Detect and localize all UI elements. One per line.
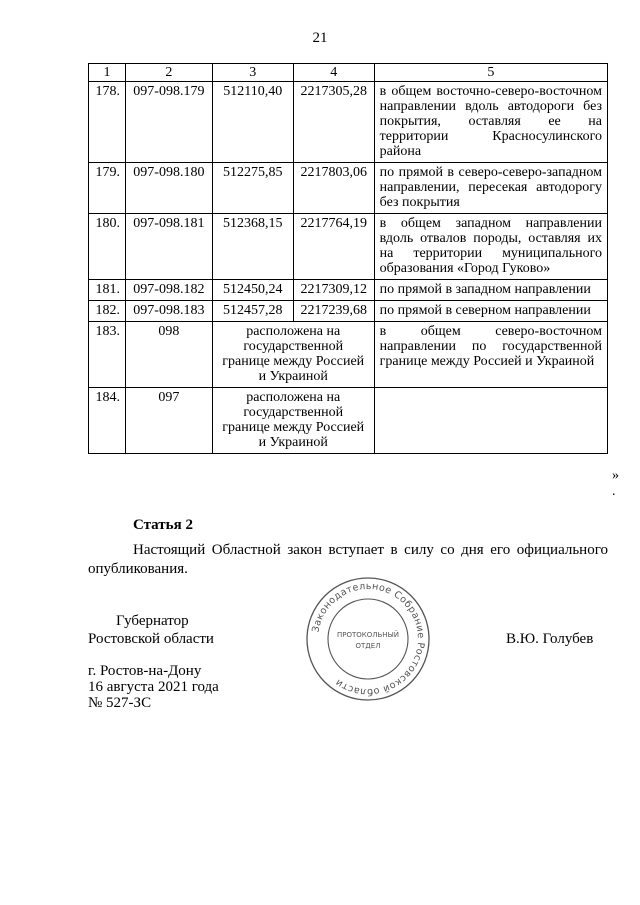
coord-x: 512450,24: [212, 280, 293, 301]
table-header-cell: 3: [212, 64, 293, 82]
closing-dot: .: [612, 484, 616, 499]
table-row: [89, 163, 608, 214]
signing-city: г. Ростов-на-Дону: [88, 663, 202, 679]
coord-x: 512110,40: [212, 82, 293, 163]
coord-y: 2217309,12: [293, 280, 374, 301]
coord-y: 2217803,06: [293, 163, 374, 214]
route-description: [374, 388, 607, 454]
row-number: 179.: [89, 163, 126, 214]
point-code: 097-098.179: [125, 82, 212, 163]
article-title: Статья 2: [133, 517, 193, 533]
row-number: 184.: [89, 388, 126, 454]
row-number: 180.: [89, 214, 126, 280]
closing-quote-mark: »: [612, 468, 619, 483]
point-code: 097: [125, 388, 212, 454]
signing-date: 16 августа 2021 года: [88, 679, 219, 695]
route-description: в общем восточно-северо-восточном направлении вдоль автодороги без покрытия, оставляя ее на территории Красносулинского района: [374, 82, 607, 163]
point-code: 098: [125, 322, 212, 388]
closing-quote: [612, 468, 619, 500]
table-header-row: [89, 64, 608, 82]
point-code: 097-098.182: [125, 280, 212, 301]
route-description: в общем северо-восточном направлении по государственной границе между Россией и Украиной: [374, 322, 607, 388]
coord-y: 2217305,28: [293, 82, 374, 163]
row-number: 182.: [89, 301, 126, 322]
coord-x: 512275,85: [212, 163, 293, 214]
law-number: № 527-ЗС: [88, 695, 152, 711]
row-number: 183.: [89, 322, 126, 388]
table-header-cell: 4: [293, 64, 374, 82]
route-description: по прямой в северном направлении: [374, 301, 607, 322]
coord-y: 2217239,68: [293, 301, 374, 322]
table-row: [89, 280, 608, 301]
table-row: [89, 301, 608, 322]
signatory-title: [88, 612, 214, 648]
coord-x: 512368,15: [212, 214, 293, 280]
signatory-title-line2: Ростовской области: [88, 631, 214, 647]
table-header-cell: 2: [125, 64, 212, 82]
table-row: [89, 388, 608, 454]
signing-details: [88, 663, 219, 711]
coord-x: 512457,28: [212, 301, 293, 322]
boundary-table: [88, 63, 608, 454]
point-code: 097-098.180: [125, 163, 212, 214]
article-text: Настоящий Областной закон вступает в силу со дня его официального опубликования.: [88, 542, 608, 577]
table-row: [89, 82, 608, 163]
row-number: 178.: [89, 82, 126, 163]
stamp-inner-line2: ОТДЕЛ: [355, 642, 381, 650]
signatory-title-line1: Губернатор: [116, 613, 189, 629]
route-description: по прямой в северо-северо-западном направлении, пересекая автодорогу без покрытия: [374, 163, 607, 214]
table-header-cell: 5: [374, 64, 607, 82]
stamp-inner-line1: ПРОТОКОЛЬНЫЙ: [336, 631, 400, 639]
coord-y: 2217764,19: [293, 214, 374, 280]
signatory-name: В.Ю. Голубев: [506, 631, 594, 647]
route-description: по прямой в западном направлении: [374, 280, 607, 301]
official-stamp: [304, 575, 432, 703]
point-code: 097-098.183: [125, 301, 212, 322]
point-code: 097-098.181: [125, 214, 212, 280]
table-row: [89, 322, 608, 388]
route-description: в общем западном направлении вдоль отвалов породы, оставляя их на территории муниципального образования «Город Гуково»: [374, 214, 607, 280]
page-number: 21: [312, 30, 328, 46]
table-header-cell: 1: [89, 64, 126, 82]
table-row: [89, 214, 608, 280]
row-number: 181.: [89, 280, 126, 301]
stamp-outer-text: Законодательное Собрание Ростовской области: [310, 580, 427, 698]
merged-location-cell: расположена на государственной границе между Россией и Украиной: [212, 388, 374, 454]
merged-location-cell: расположена на государственной границе между Россией и Украиной: [212, 322, 374, 388]
